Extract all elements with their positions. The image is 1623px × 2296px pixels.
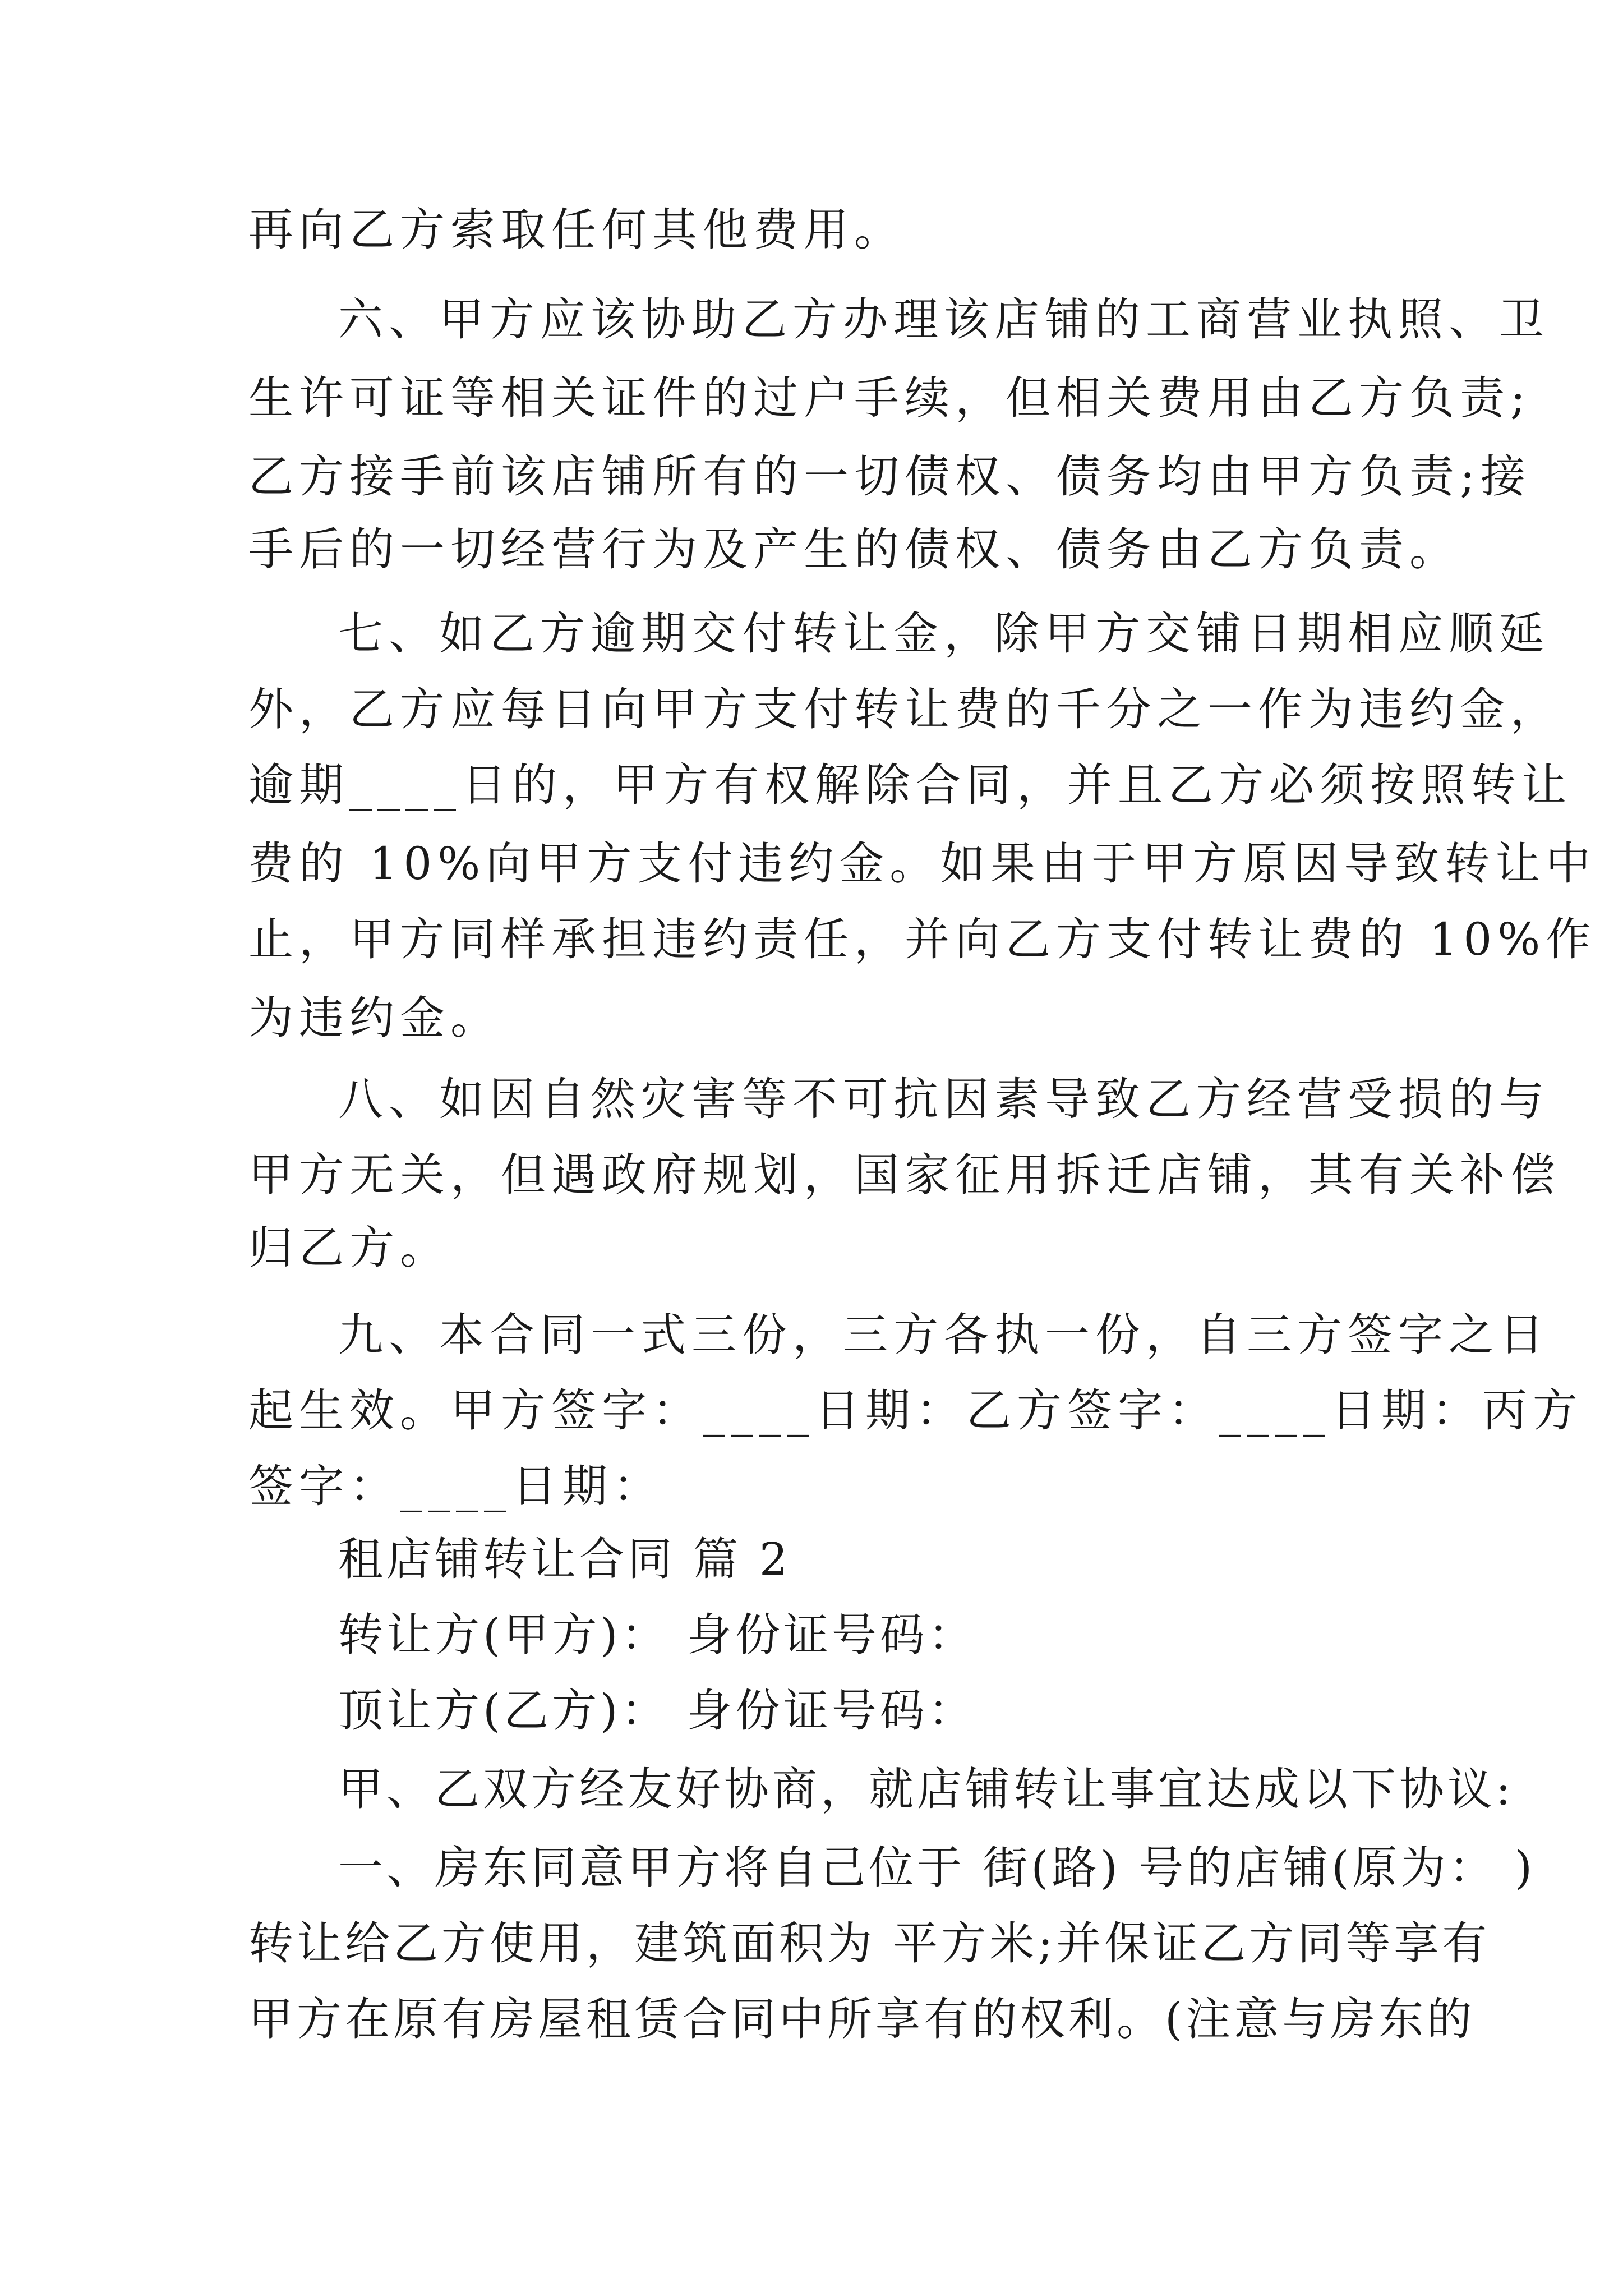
text-line: 甲、乙双方经友好协商，就店铺转让事宜达成以下协议: (338, 1763, 1514, 1815)
text-line: 乙方接手前该店铺所有的一切债权、债务均由甲方负责;接 (248, 450, 1531, 503)
text-line: 为违约金。 (248, 992, 501, 1044)
text-line: 起生效。甲方签字：____日期：乙方签字：____日期：丙方 (248, 1384, 1583, 1437)
text-line: 签字：____日期： (248, 1460, 663, 1512)
party-line: 顶让方(乙方)： 身份证号码： (338, 1685, 976, 1737)
text-line: 外，乙方应每日向甲方支付转让费的千分之一作为违约金， (248, 683, 1561, 735)
text-line: 九、本合同一式三份，三方各执一份，自三方签字之日 (338, 1309, 1550, 1361)
text-line: 七、如乙方逾期交付转让金，除甲方交铺日期相应顺延 (338, 608, 1550, 660)
section-title: 租店铺转让合同 篇 2 (338, 1533, 791, 1585)
text-line: 费的 10%向甲方支付违约金。如果由于甲方原因导致转让中 (248, 838, 1597, 890)
text-line: 转让给乙方使用，建筑面积为 平方米;并保证乙方同等享有 (248, 1917, 1491, 1970)
text-line: 甲方无关，但遇政府规划，国家征用拆迁店铺，其有关补偿 (248, 1149, 1561, 1201)
text-line: 再向乙方索取任何其他费用。 (248, 204, 905, 256)
text-line: 甲方在原有房屋租赁合同中所享有的权利。(注意与房东的 (248, 1993, 1476, 2045)
text-line: 六、甲方应该协助乙方办理该店铺的工商营业执照、卫 (338, 293, 1550, 346)
text-line: 生许可证等相关证件的过户手续，但相关费用由乙方负责; (248, 372, 1531, 424)
text-line: 止，甲方同样承担违约责任，并向乙方支付转让费的 10%作 (248, 913, 1597, 965)
text-line: 八、如因自然灾害等不可抗因素导致乙方经营受损的与 (338, 1073, 1550, 1125)
text-line: 手后的一切经营行为及产生的债权、债务由乙方负责。 (248, 523, 1460, 576)
party-line: 转让方(甲方)： 身份证号码： (338, 1609, 976, 1661)
text-line: 归乙方。 (248, 1222, 450, 1274)
text-line: 一、房东同意甲方将自己位于 街(路) 号的店铺(原为： ) (338, 1842, 1536, 1894)
text-line: 逾期____日的，甲方有权解除合同，并且乙方必须按照转让 (248, 759, 1572, 811)
